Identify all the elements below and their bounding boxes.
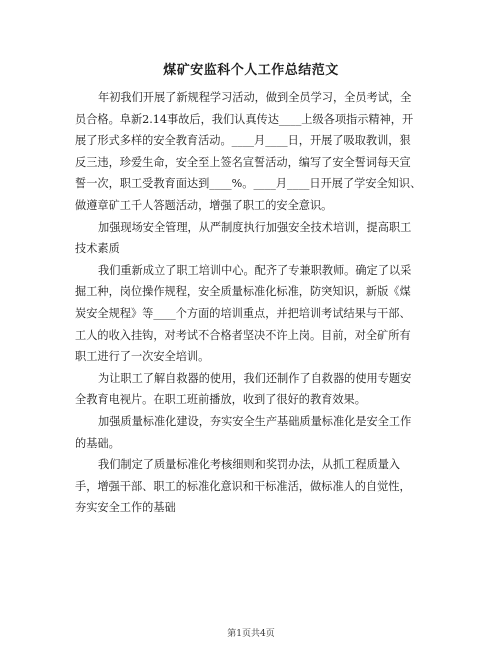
paragraph-line: 炭安全规程》等____个方面的培训重点，并把培训考试结果与干部、: [75, 306, 411, 320]
paragraph-line: 年初我们开展了新规程学习活动，做到全员学习，全员考试，全: [98, 91, 412, 104]
paragraph-line: 掘工种，岗位操作规程，安全质量标准化标准，防突知识，新版《煤: [75, 285, 411, 299]
paragraph-line: 员合格。阜新2.14事故后，我们认真传达____上级各项指示精神，开: [75, 112, 414, 126]
section-heading-line: 的基础。: [75, 436, 120, 450]
paragraph-line: 全教育电视片。在职工班前播放，收到了很好的教育效果。: [75, 393, 366, 407]
document-title: 煤矿安监科个人工作总结范文: [163, 63, 339, 78]
paragraph-line: 反三违，珍爱生命，安全至上签名宣誓活动，编写了安全誓词每天宣: [75, 155, 411, 169]
section-heading-line: 技术素质: [75, 242, 120, 256]
paragraph-line: 展了形式多样的安全教育活动。____月____日，开展了吸取教训，狠: [75, 134, 411, 148]
section-heading-line: 加强现场安全管理，从严制度执行加强安全技术培训，提高职工: [98, 220, 412, 234]
paragraph-line: 夯实安全工作的基础: [75, 501, 176, 515]
paragraph-line: 手，增强干部、职工的标准化意识和干标准活，做标准人的自觉性，: [75, 479, 411, 493]
document-body: [75, 87, 432, 519]
paragraph-line: 我们制定了质量标准化考核细则和奖罚办法，从抓工程质量入: [98, 458, 401, 472]
section-heading-line: 加强质量标准化建设，夯实安全生产基础质量标准化是安全工作: [98, 414, 412, 428]
paragraph-line: 职工进行了一次安全培训。: [75, 350, 210, 364]
page-number-footer: 第1页共4页: [227, 629, 275, 639]
paragraph-line: 做遵章矿工千人答题活动，增强了职工的安全意识。: [75, 198, 333, 212]
paragraph-line: 我们重新成立了职工培训中心。配齐了专兼职教师。确定了以采: [98, 263, 412, 277]
paragraph-line: 工人的收入挂钩，对考试不合格者坚决不许上岗。目前，对全矿所有: [75, 328, 411, 342]
paragraph-line: 誓一次，职工受教育面达到____%。____月____日开展了学安全知识、: [75, 177, 422, 191]
paragraph-line: 为让职工了解自救器的使用，我们还制作了自救器的使用专题安: [98, 371, 412, 385]
